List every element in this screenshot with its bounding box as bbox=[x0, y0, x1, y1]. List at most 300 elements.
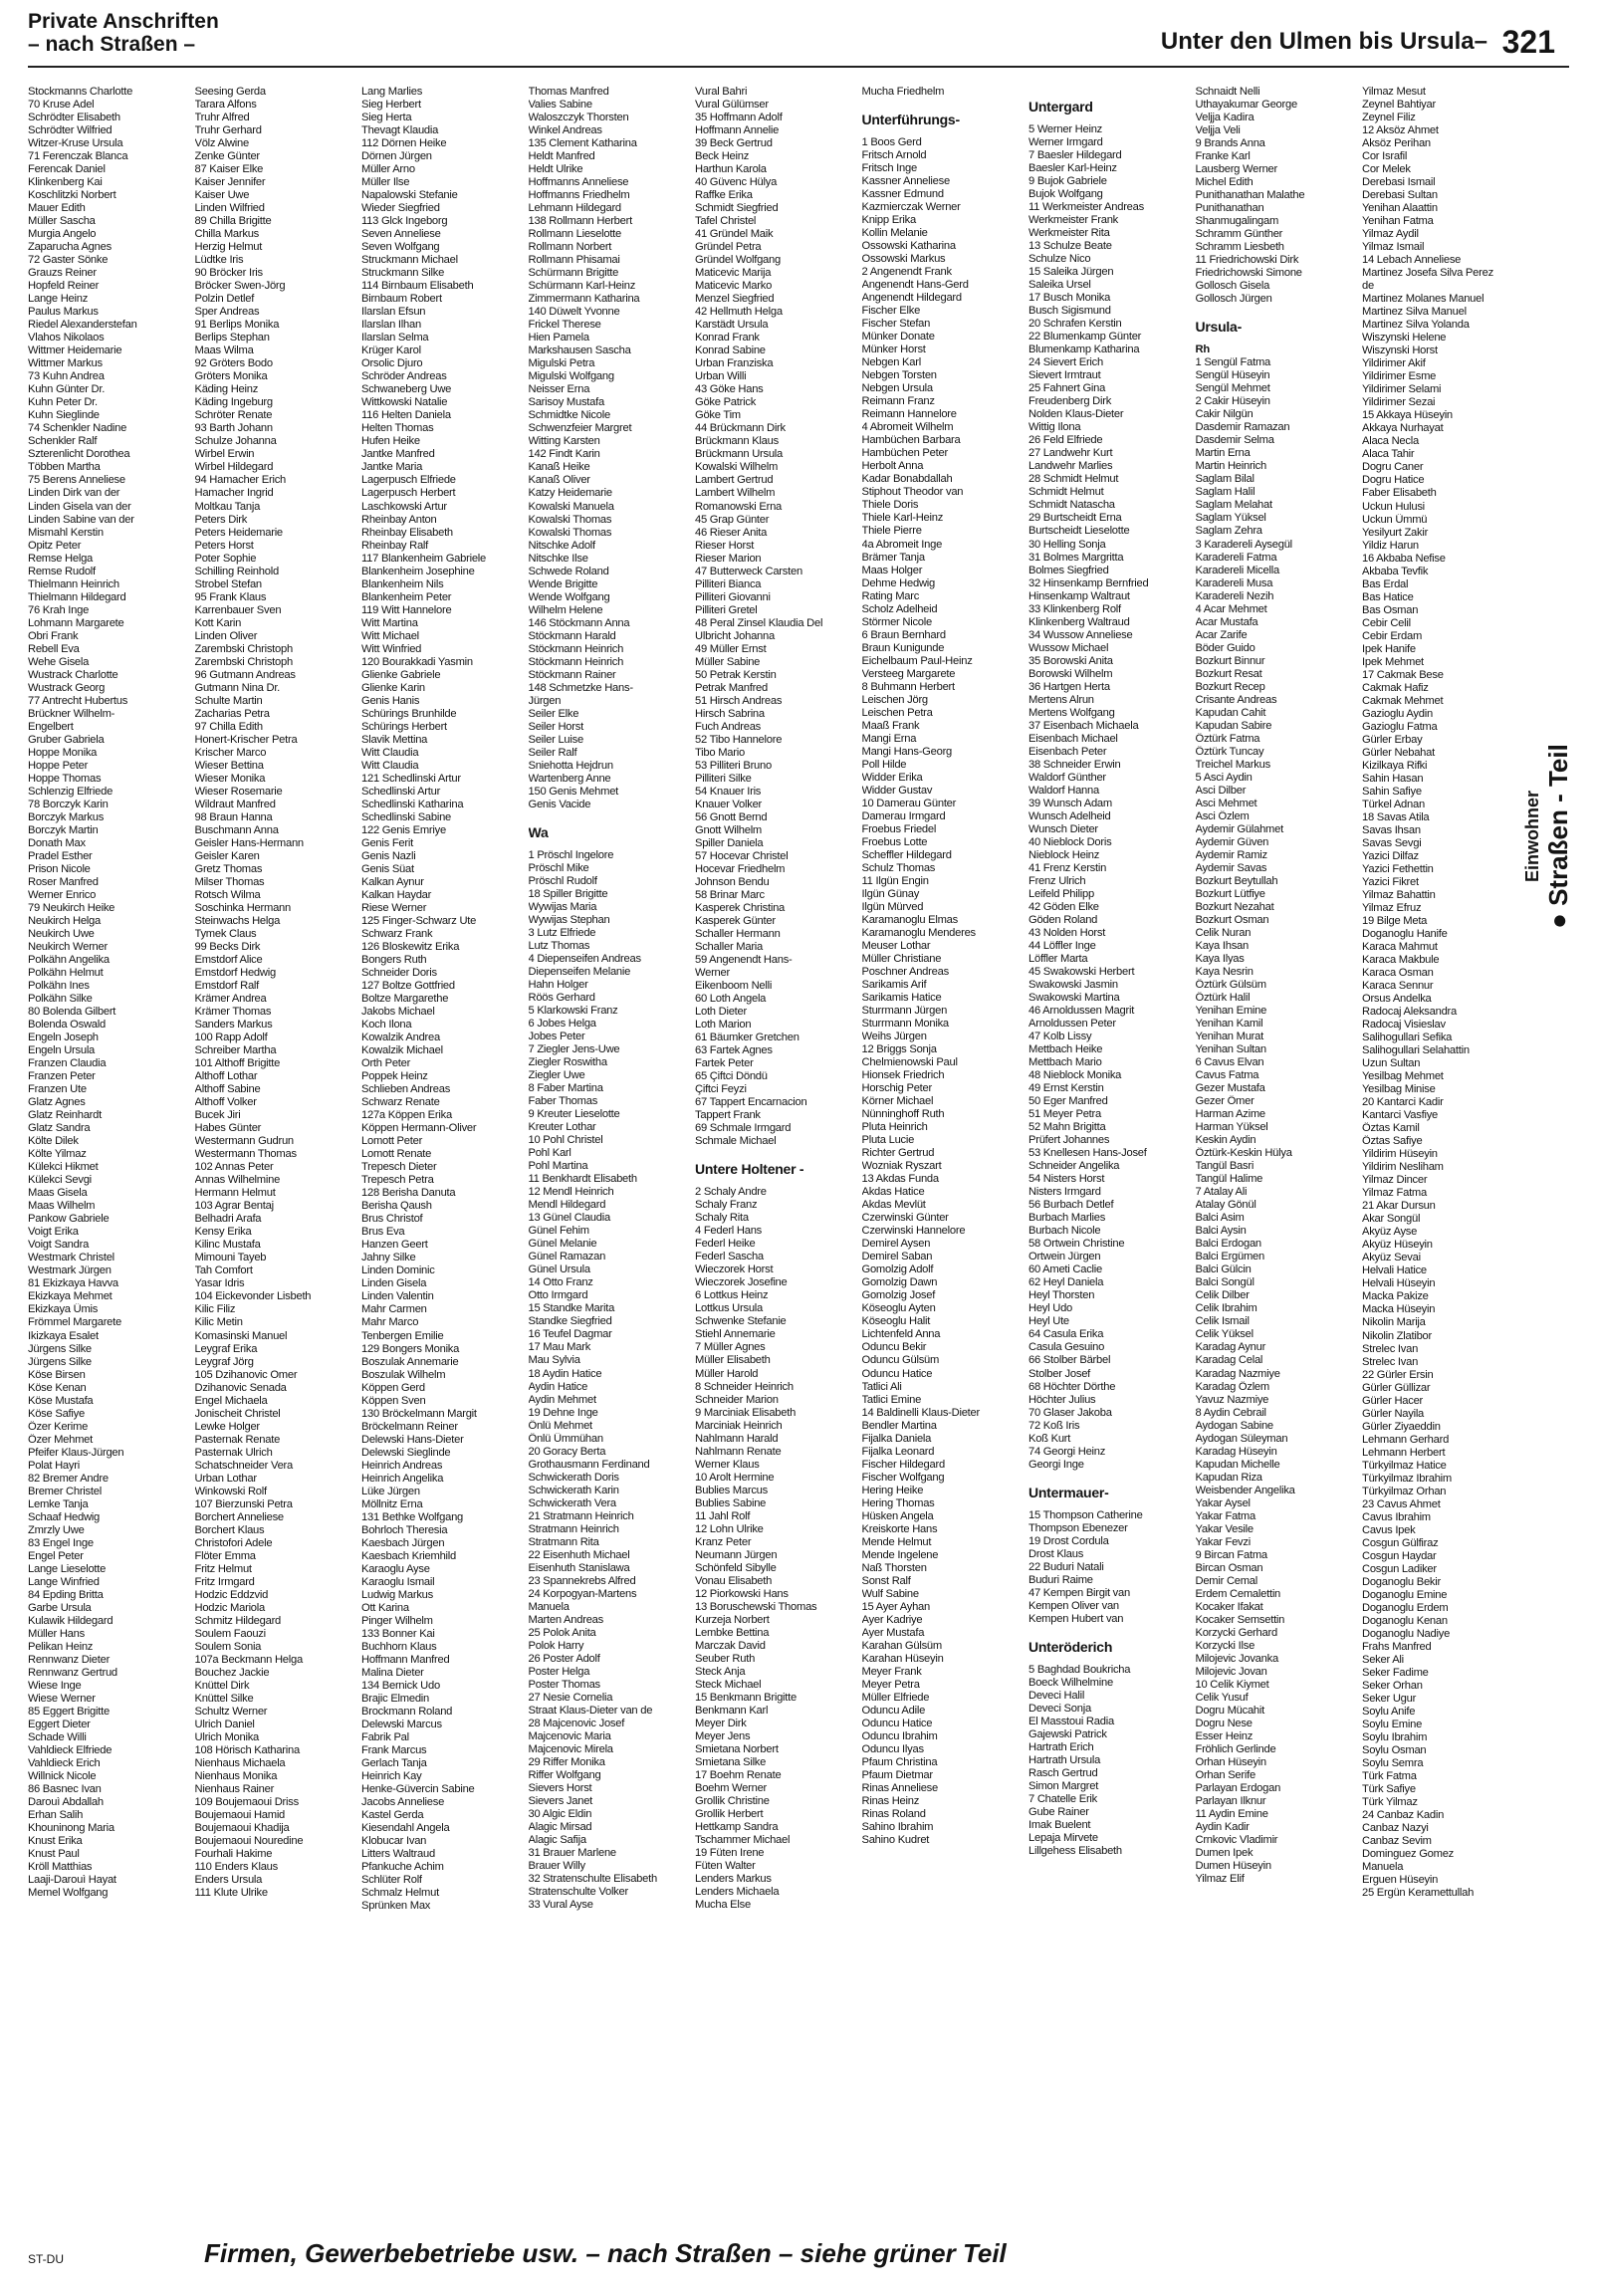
resident-entry: Kiesendahl Angela bbox=[361, 1822, 450, 1835]
resident-entry: Willnick Nicole bbox=[28, 1770, 97, 1783]
resident-entry: Rasch Gertrud bbox=[1028, 1766, 1098, 1779]
resident-entry: Pluta Lucie bbox=[861, 1134, 915, 1147]
resident-entry: Kilic Filiz bbox=[194, 1303, 236, 1316]
resident-entry: Kowalski Thomas bbox=[528, 526, 612, 539]
resident-entry: 17 Boehm Renate bbox=[695, 1768, 782, 1781]
resident-entry: Körner Michael bbox=[861, 1095, 934, 1108]
resident-entry: Schaaf Hedwig bbox=[28, 1510, 100, 1523]
resident-entry: 12 Lohn Ulrike bbox=[695, 1522, 764, 1535]
resident-entry: Kalkan Aynur bbox=[361, 875, 424, 888]
resident-entry: 19 Füten Irene bbox=[695, 1847, 765, 1860]
resident-entry: Yildirimer Esme bbox=[1362, 370, 1437, 383]
resident-entry: Rollmann Norbert bbox=[528, 241, 612, 254]
resident-entry: Mangi Hans-Georg bbox=[861, 745, 953, 758]
resident-entry: Yesilbag Mehmet bbox=[1362, 1070, 1444, 1083]
resident-entry: Maas Holger bbox=[861, 564, 923, 576]
resident-entry: Derebasi Sultan bbox=[1362, 189, 1438, 202]
resident-entry: Orhan Serife bbox=[1195, 1768, 1255, 1781]
resident-entry: Veljja Veli bbox=[1195, 124, 1241, 137]
resident-entry: Türkyilmaz Hatice bbox=[1362, 1459, 1447, 1472]
resident-entry: Brus Christof bbox=[361, 1213, 423, 1226]
resident-entry: Ilarslan Selma bbox=[361, 332, 429, 344]
resident-entry: Öztas Kamil bbox=[1362, 1122, 1420, 1135]
resident-entry: Yasar Idris bbox=[194, 1277, 245, 1290]
resident-entry: 11 Jahl Rolf bbox=[695, 1509, 751, 1522]
resident-entry: Kempen Oliver van bbox=[1028, 1599, 1119, 1612]
resident-entry: Yesilbag Minise bbox=[1362, 1083, 1436, 1096]
resident-entry: Marciniak Heinrich bbox=[695, 1419, 783, 1432]
resident-entry: Birnbaum Robert bbox=[361, 293, 442, 306]
resident-entry: Oduncu Hatice bbox=[861, 1367, 933, 1380]
resident-entry: 127 Boltze Gottfried bbox=[361, 980, 455, 993]
resident-entry: Georgi Inge bbox=[1028, 1458, 1084, 1471]
resident-entry: Burbach Marlies bbox=[1028, 1212, 1106, 1225]
resident-entry: 64 Casula Erika bbox=[1028, 1328, 1104, 1341]
resident-entry: Ikizkaya Esalet bbox=[28, 1329, 99, 1342]
resident-entry: Busch Sigismund bbox=[1028, 305, 1111, 318]
listing-column bbox=[1196, 86, 1363, 2234]
resident-entry: Pohl Martina bbox=[528, 1160, 588, 1173]
resident-entry: Günel Melanie bbox=[528, 1238, 597, 1251]
resident-entry: Strelec Ivan bbox=[1362, 1355, 1419, 1368]
resident-entry: Lausberg Werner bbox=[1195, 163, 1277, 176]
resident-entry: Gazioglu Aydin bbox=[1362, 707, 1433, 720]
resident-entry: Gutmann Nina Dr. bbox=[194, 681, 281, 694]
resident-entry: Hirsch Sabrina bbox=[695, 707, 765, 720]
resident-entry: 53 Knellesen Hans-Josef bbox=[1028, 1147, 1147, 1160]
resident-entry: Kowalzik Michael bbox=[361, 1044, 443, 1057]
resident-entry: Polkähn Helmut bbox=[28, 967, 104, 980]
resident-entry: Delewski Sieglinde bbox=[361, 1446, 451, 1459]
resident-entry: Balci Asim bbox=[1195, 1212, 1245, 1225]
resident-entry: Riedel Alexanderstefan bbox=[28, 319, 137, 332]
resident-entry: Sengül Mehmet bbox=[1195, 382, 1270, 395]
resident-entry: Kempen Hubert van bbox=[1028, 1612, 1124, 1625]
resident-entry: Oduncu Ibrahim bbox=[861, 1729, 938, 1742]
resident-entry: Benkmann Karl bbox=[695, 1704, 769, 1717]
resident-entry: 9 Bujok Gabriele bbox=[1028, 175, 1107, 188]
resident-entry: Nahlmann Renate bbox=[695, 1445, 782, 1458]
resident-entry: Tafel Christel bbox=[695, 215, 757, 228]
resident-entry: Cor Melek bbox=[1362, 163, 1411, 176]
resident-entry: Poster Helga bbox=[528, 1665, 590, 1678]
resident-entry: Brockmann Roland bbox=[361, 1705, 453, 1718]
resident-entry: 113 Glck Ingeborg bbox=[361, 215, 448, 228]
resident-entry: Bröckelmann Reiner bbox=[361, 1420, 458, 1433]
resident-entry: Grollik Herbert bbox=[695, 1808, 764, 1821]
resident-entry: Mucha Else bbox=[695, 1899, 751, 1912]
resident-entry: Celik Ibrahim bbox=[1195, 1302, 1257, 1315]
resident-entry: Boehm Werner bbox=[695, 1782, 768, 1794]
resident-entry: 32 Stratenschulte Elisabeth bbox=[528, 1873, 657, 1886]
resident-entry: Kaesbach Kriemhild bbox=[361, 1549, 456, 1562]
resident-entry: 44 Brückmann Dirk bbox=[695, 422, 786, 435]
resident-entry: Cor Israfil bbox=[1362, 150, 1408, 163]
resident-entry: Tappert Frank bbox=[695, 1109, 761, 1122]
resident-entry: Dogru Mücahit bbox=[1195, 1704, 1265, 1717]
resident-entry: Yazici Fethettin bbox=[1362, 862, 1434, 875]
resident-entry: Brauer Willy bbox=[528, 1860, 585, 1873]
resident-entry: 131 Bethke Wolfgang bbox=[361, 1510, 464, 1523]
resident-entry: Klobucar Ivan bbox=[361, 1835, 427, 1848]
resident-entry: Angenendt Hans-Gerd bbox=[861, 279, 969, 292]
resident-entry: Bas Hatice bbox=[1362, 590, 1414, 603]
resident-entry: 98 Braun Hanna bbox=[194, 810, 273, 823]
resident-entry: Leischen Jörg bbox=[861, 693, 928, 706]
resident-entry: Remse Helga bbox=[28, 552, 94, 565]
resident-entry: 85 Eggert Brigitte bbox=[28, 1705, 110, 1718]
resident-entry: Schulze Johanna bbox=[194, 435, 277, 448]
resident-entry: 6 Braun Bernhard bbox=[861, 628, 946, 641]
listing-column bbox=[195, 86, 362, 2234]
resident-entry: 10 Damerau Günter bbox=[861, 797, 957, 809]
street-range: Unter den Ulmen bis Ursula– bbox=[1160, 28, 1487, 55]
resident-entry: 142 Findt Karin bbox=[528, 448, 600, 461]
resident-entry: Stratmann Heinrich bbox=[528, 1522, 619, 1535]
resident-entry: Ulrich Monika bbox=[194, 1730, 260, 1743]
resident-entry: Soylu Emine bbox=[1362, 1718, 1423, 1730]
resident-entry: 8 Faber Martina bbox=[528, 1082, 603, 1095]
resident-entry: Simon Margret bbox=[1028, 1779, 1099, 1792]
resident-entry: 15 Standke Marita bbox=[528, 1302, 615, 1315]
resident-entry: Sonst Ralf bbox=[861, 1574, 911, 1587]
resident-entry: Tibo Mario bbox=[695, 746, 745, 759]
resident-entry: Meuser Lothar bbox=[861, 939, 931, 952]
resident-entry: Lagerpusch Herbert bbox=[361, 487, 456, 500]
resident-entry: Krüger Karol bbox=[361, 344, 421, 357]
resident-entry: Çiftci Feyzi bbox=[695, 1083, 747, 1096]
street-heading: Untere Holtener - bbox=[695, 1161, 804, 1178]
resident-entry: 8 Aydin Cebrail bbox=[1195, 1406, 1266, 1419]
resident-entry: 6 Cavus Elvan bbox=[1195, 1056, 1264, 1069]
resident-entry: Oduncu Bekir bbox=[861, 1341, 927, 1354]
resident-entry: Karadag Hüseyin bbox=[1195, 1445, 1277, 1458]
resident-entry: Karaoglu Ismail bbox=[361, 1575, 435, 1588]
resident-entry: 62 Heyl Daniela bbox=[1028, 1276, 1104, 1289]
resident-entry: Emstdorf Hedwig bbox=[194, 967, 276, 980]
resident-entry: Böder Guido bbox=[1195, 641, 1255, 654]
resident-entry: Jobes Peter bbox=[528, 1031, 585, 1043]
resident-entry: Prüfert Johannes bbox=[1028, 1134, 1110, 1147]
resident-entry: Westmark Jürgen bbox=[28, 1264, 112, 1277]
resident-entry: 90 Bröcker Iris bbox=[194, 267, 263, 280]
resident-entry: Waloszczyk Thorsten bbox=[528, 112, 629, 124]
resident-entry: Eggert Dieter bbox=[28, 1718, 91, 1730]
resident-entry: Polat Hayri bbox=[28, 1459, 80, 1472]
resident-entry: Ferencak Daniel bbox=[28, 163, 106, 176]
resident-entry: Schreiber Martha bbox=[194, 1044, 277, 1057]
resident-entry: Mende Helmut bbox=[861, 1535, 932, 1548]
resident-entry: Rennwanz Gertrud bbox=[28, 1666, 117, 1679]
resident-entry: Schwaneberg Uwe bbox=[361, 383, 452, 396]
resident-entry: Öztas Safiye bbox=[1362, 1135, 1423, 1148]
resident-entry: Seiler Ralf bbox=[528, 746, 577, 759]
resident-entry: Wozniak Ryszart bbox=[861, 1160, 942, 1173]
resident-entry: Manuela bbox=[528, 1600, 570, 1613]
resident-entry: Schmalz Helmut bbox=[361, 1887, 439, 1900]
resident-entry: Boltze Margarethe bbox=[361, 993, 449, 1006]
resident-entry: Berlips Stephan bbox=[194, 332, 270, 344]
resident-entry: 9 Kreuter Lieselotte bbox=[528, 1108, 620, 1121]
resident-entry: Löffler Marta bbox=[1028, 953, 1088, 965]
resident-entry: Milojevic Jovanka bbox=[1195, 1652, 1278, 1665]
resident-entry: Glienke Karin bbox=[361, 681, 425, 694]
resident-entry: Kollin Melanie bbox=[861, 227, 928, 240]
resident-entry: 25 Polok Anita bbox=[528, 1626, 596, 1639]
resident-entry: 15 Akkaya Hüseyin bbox=[1362, 409, 1453, 422]
resident-entry: Winkel Andreas bbox=[528, 124, 602, 137]
resident-entry: Öztürk Gülsüm bbox=[1195, 979, 1266, 992]
resident-entry: Mettbach Mario bbox=[1028, 1056, 1102, 1069]
resident-entry: Wittmer Heidemarie bbox=[28, 344, 122, 357]
resident-entry: 13 Schulze Beate bbox=[1028, 240, 1112, 253]
resident-entry: Khouninong Maria bbox=[28, 1822, 114, 1835]
resident-entry: 50 Petrak Kerstin bbox=[695, 668, 777, 681]
resident-entry: Sieg Herbert bbox=[361, 99, 421, 112]
resident-entry: 133 Bonner Kai bbox=[361, 1627, 435, 1640]
resident-entry: Froebus Lotte bbox=[861, 835, 928, 848]
resident-entry: Poll Hilde bbox=[861, 758, 907, 771]
resident-entry: Özer Kerime bbox=[28, 1420, 89, 1433]
resident-entry: Yildirimer Selami bbox=[1362, 383, 1442, 396]
resident-entry: Nienhaus Monika bbox=[194, 1770, 278, 1783]
resident-entry: 5 Klarkowski Franz bbox=[528, 1005, 618, 1018]
resident-entry: 96 Gutmann Andreas bbox=[194, 668, 296, 681]
resident-entry: Witt Michael bbox=[361, 629, 419, 642]
resident-entry: Jürgens Silke bbox=[28, 1355, 92, 1368]
resident-entry: Beck Heinz bbox=[695, 150, 750, 163]
resident-entry: Nieblock Heinz bbox=[1028, 848, 1100, 861]
resident-entry: 1 Boos Gerd bbox=[861, 136, 922, 149]
resident-entry: Delewski Marcus bbox=[361, 1718, 442, 1730]
resident-entry: Bas Osman bbox=[1362, 603, 1419, 616]
resident-entry: 11 Ilgün Engin bbox=[861, 874, 929, 887]
resident-entry: Köse Kenan bbox=[28, 1381, 87, 1394]
resident-entry: Widder Gustav bbox=[861, 784, 933, 797]
resident-entry: Gezer Mustafa bbox=[1195, 1082, 1265, 1095]
resident-entry: Eisenbach Peter bbox=[1028, 745, 1107, 758]
resident-entry: 26 Feld Elfriede bbox=[1028, 434, 1103, 447]
resident-entry: 54 Nisters Horst bbox=[1028, 1173, 1105, 1186]
resident-entry: 10 Arolt Hermine bbox=[695, 1471, 775, 1484]
resident-entry: Czerwinski Günter bbox=[861, 1212, 949, 1225]
resident-entry: Sper Andreas bbox=[194, 306, 260, 319]
resident-entry: Kastel Gerda bbox=[361, 1809, 424, 1822]
resident-entry: 56 Gnott Bernd bbox=[695, 810, 768, 823]
resident-entry: 44 Löffler Inge bbox=[1028, 939, 1096, 952]
resident-entry: Kowalski Manuela bbox=[528, 500, 614, 513]
resident-entry: Kilic Metin bbox=[194, 1316, 243, 1329]
resident-entry: Müller Ilse bbox=[361, 176, 410, 189]
resident-entry: 12 Aksöz Ahmet bbox=[1362, 124, 1439, 137]
resident-entry: Schnaidt Nelli bbox=[1195, 86, 1260, 98]
resident-entry: Straat Klaus-Dieter van de bbox=[528, 1704, 653, 1717]
resident-entry: 37 Eisenbach Michaela bbox=[1028, 719, 1139, 732]
resident-entry: 6 Jobes Helga bbox=[528, 1018, 596, 1031]
resident-entry: Alaca Necla bbox=[1362, 435, 1419, 448]
resident-entry: 111 Klute Ulrike bbox=[194, 1887, 268, 1900]
resident-entry: Schade Willi bbox=[28, 1730, 87, 1743]
resident-entry: Bröcker Swen-Jörg bbox=[194, 280, 286, 293]
resident-entry: 7 Baesler Hildegard bbox=[1028, 149, 1122, 162]
resident-entry: Dasdemir Ramazan bbox=[1195, 421, 1290, 434]
resident-entry: 114 Birnbaum Elisabeth bbox=[361, 280, 474, 293]
resident-entry: Aydemir Ramiz bbox=[1195, 848, 1267, 861]
resident-entry: Rating Marc bbox=[861, 589, 920, 602]
resident-entry: Maaß Frank bbox=[861, 719, 920, 732]
resident-entry: Saglam Halil bbox=[1195, 486, 1255, 499]
resident-entry: 21 Stratmann Heinrich bbox=[528, 1509, 634, 1522]
resident-entry: Soylu Anife bbox=[1362, 1705, 1416, 1718]
resident-entry: Marten Andreas bbox=[528, 1613, 603, 1626]
resident-entry: 116 Helten Daniela bbox=[361, 409, 451, 422]
resident-entry: 52 Tibo Hannelore bbox=[695, 733, 783, 746]
resident-entry: Schwenke Stefanie bbox=[695, 1315, 787, 1328]
resident-entry: Fischer Wolfgang bbox=[861, 1471, 945, 1484]
resident-entry: 30 Algic Eldin bbox=[528, 1808, 592, 1821]
resident-entry: Cebir Celil bbox=[1362, 616, 1411, 629]
resident-entry: Karrenbauer Sven bbox=[194, 603, 282, 616]
resident-entry: Hopfeld Reiner bbox=[28, 280, 100, 293]
resident-entry: Lomott Peter bbox=[361, 1135, 423, 1148]
resident-entry: Winkowski Rolf bbox=[194, 1485, 267, 1497]
resident-entry: Röös Gerhard bbox=[528, 992, 595, 1005]
resident-entry: Cebir Erdam bbox=[1362, 629, 1423, 642]
resident-entry: Oduncu Adile bbox=[861, 1704, 926, 1717]
resident-entry: Karamanoglu Menderes bbox=[861, 926, 976, 939]
resident-entry: Blumenkamp Katharina bbox=[1028, 344, 1140, 356]
resident-entry: Maas Wilhelm bbox=[28, 1200, 96, 1213]
resident-entry: Dumen Ipek bbox=[1195, 1847, 1254, 1860]
resident-entry: Harman Azime bbox=[1195, 1108, 1265, 1121]
resident-entry: El Masstoui Radia bbox=[1028, 1715, 1114, 1727]
resident-entry: Sprünken Max bbox=[361, 1900, 431, 1913]
resident-entry: Doganoglu Kenan bbox=[1362, 1614, 1448, 1627]
resident-entry: Lüke Jürgen bbox=[361, 1485, 420, 1497]
resident-entry: Wustrack Georg bbox=[28, 681, 106, 694]
resident-entry: Herzig Helmut bbox=[194, 241, 263, 254]
resident-entry: Stiehl Annemarie bbox=[695, 1328, 776, 1341]
resident-entry: Fischer Elke bbox=[861, 305, 921, 318]
resident-entry: 105 Dzihanovic Omer bbox=[194, 1368, 298, 1381]
resident-entry: 13 Akdas Funda bbox=[861, 1173, 939, 1186]
resident-entry: Doganoglu Nadiye bbox=[1362, 1627, 1451, 1640]
resident-entry: Steck Anja bbox=[695, 1665, 746, 1678]
resident-entry: Müller Sascha bbox=[28, 215, 96, 228]
resident-entry: 67 Tappert Encarnacion bbox=[695, 1096, 807, 1109]
resident-entry: Erhan Salih bbox=[28, 1809, 84, 1822]
resident-entry: 48 Nieblock Monika bbox=[1028, 1069, 1122, 1082]
resident-entry: Sievers Janet bbox=[528, 1795, 593, 1808]
resident-entry: Eisenhuth Stanislawa bbox=[528, 1561, 630, 1574]
resident-entry: Riffer Wolfgang bbox=[528, 1768, 601, 1781]
resident-entry: Sarikamis Arif bbox=[861, 979, 927, 992]
resident-entry: 8 Buhmann Herbert bbox=[861, 680, 955, 693]
resident-entry: Soulem Sonia bbox=[194, 1640, 262, 1653]
resident-entry: Mucha Friedhelm bbox=[861, 86, 945, 98]
resident-entry: Rieser Horst bbox=[695, 539, 755, 552]
resident-entry: Engelbert bbox=[28, 720, 74, 733]
resident-entry: Peters Dirk bbox=[194, 513, 248, 526]
resident-entry: Kreiskorte Hans bbox=[861, 1522, 938, 1535]
resident-entry: Hocevar Friedhelm bbox=[695, 862, 786, 875]
resident-entry: Akar Songül bbox=[1362, 1213, 1421, 1226]
resident-entry: Flöter Emma bbox=[194, 1549, 256, 1562]
resident-entry: 6 Lottkus Heinz bbox=[695, 1289, 769, 1302]
resident-entry: 54 Knauer Iris bbox=[695, 785, 762, 798]
resident-entry: 12 Mendl Heinrich bbox=[528, 1186, 614, 1199]
resident-entry: Gerlach Tanja bbox=[361, 1757, 427, 1770]
resident-entry: Linden Gisela bbox=[361, 1277, 427, 1290]
resident-entry: 72 Koß Iris bbox=[1028, 1419, 1080, 1432]
resident-entry: 14 Baldinelli Klaus-Dieter bbox=[861, 1406, 980, 1419]
resident-entry: Crnkovic Vladimir bbox=[1195, 1834, 1278, 1847]
resident-entry: Günel Fehim bbox=[528, 1225, 589, 1238]
resident-entry: 42 Göden Elke bbox=[1028, 900, 1099, 913]
resident-entry: Käding Heinz bbox=[194, 383, 259, 396]
resident-entry: Linden Oliver bbox=[194, 629, 258, 642]
resident-entry: Nolden Klaus-Dieter bbox=[1028, 408, 1124, 421]
resident-entry: Fijalka Leonard bbox=[861, 1445, 935, 1458]
resident-entry: Jürgens Silke bbox=[28, 1342, 92, 1355]
resident-entry: Faber Thomas bbox=[528, 1095, 598, 1108]
resident-entry: Schrödter Elisabeth bbox=[28, 112, 120, 124]
resident-entry: Akbaba Tevfik bbox=[1362, 565, 1429, 577]
resident-entry: Steck Michael bbox=[695, 1678, 762, 1691]
resident-entry: 15 Benkmann Brigitte bbox=[695, 1691, 797, 1704]
resident-entry: Pröschl Rudolf bbox=[528, 874, 597, 887]
resident-entry: 31 Bolmes Margritta bbox=[1028, 551, 1124, 564]
resident-entry: Yilmaz Elif bbox=[1195, 1873, 1245, 1886]
resident-entry: Kocaker Semsettin bbox=[1195, 1613, 1285, 1626]
resident-entry: Baesler Karl-Heinz bbox=[1028, 162, 1117, 175]
resident-entry: 91 Berlips Monika bbox=[194, 319, 280, 332]
resident-entry: Nebgen Torsten bbox=[861, 369, 937, 382]
resident-entry: Hoppe Thomas bbox=[28, 772, 102, 785]
resident-entry: Demirel Aysen bbox=[861, 1238, 931, 1251]
resident-entry: Cosgun Haydar bbox=[1362, 1549, 1437, 1562]
resident-entry: Schneider Angelika bbox=[1028, 1160, 1120, 1173]
resident-entry: Bucek Jiri bbox=[194, 1109, 241, 1122]
resident-entry: 119 Witt Hannelore bbox=[361, 603, 452, 616]
resident-entry: 50 Eger Manfred bbox=[1028, 1095, 1108, 1108]
resident-entry: Kaya Ihsan bbox=[1195, 939, 1249, 952]
resident-entry: Delewski Hans-Dieter bbox=[361, 1433, 464, 1446]
resident-entry: 27 Nesie Cornelia bbox=[528, 1691, 613, 1704]
resident-entry: 33 Vural Ayse bbox=[528, 1899, 593, 1912]
resident-entry: Lemke Tanja bbox=[28, 1497, 89, 1510]
resident-entry: Wussow Michael bbox=[1028, 641, 1109, 654]
resident-entry: Mendl Hildegard bbox=[528, 1199, 606, 1212]
resident-entry: Nienhaus Rainer bbox=[194, 1783, 275, 1796]
resident-entry: Stöckmann Heinrich bbox=[528, 655, 624, 668]
resident-entry: Köse Safiye bbox=[28, 1407, 85, 1420]
resident-entry: Trepesch Dieter bbox=[361, 1161, 437, 1174]
resident-entry: Lutz Thomas bbox=[528, 939, 590, 952]
resident-entry: Soschinka Hermann bbox=[194, 901, 291, 914]
resident-entry: 17 Cakmak Bese bbox=[1362, 668, 1444, 681]
resident-entry: Göke Tim bbox=[695, 409, 741, 422]
resident-entry: Türk Fatma bbox=[1362, 1770, 1417, 1783]
resident-entry: Balci Songül bbox=[1195, 1276, 1255, 1289]
resident-entry: Ekizkaya Mehmet bbox=[28, 1290, 113, 1303]
resident-entry: 63 Fartek Agnes bbox=[695, 1044, 773, 1057]
resident-entry: Grauzs Reiner bbox=[28, 267, 97, 280]
resident-entry: 110 Enders Klaus bbox=[194, 1861, 278, 1874]
resident-entry: Balci Gülcin bbox=[1195, 1263, 1252, 1276]
resident-entry: Crisante Andreas bbox=[1195, 693, 1277, 706]
resident-entry: Smietana Norbert bbox=[695, 1742, 779, 1755]
